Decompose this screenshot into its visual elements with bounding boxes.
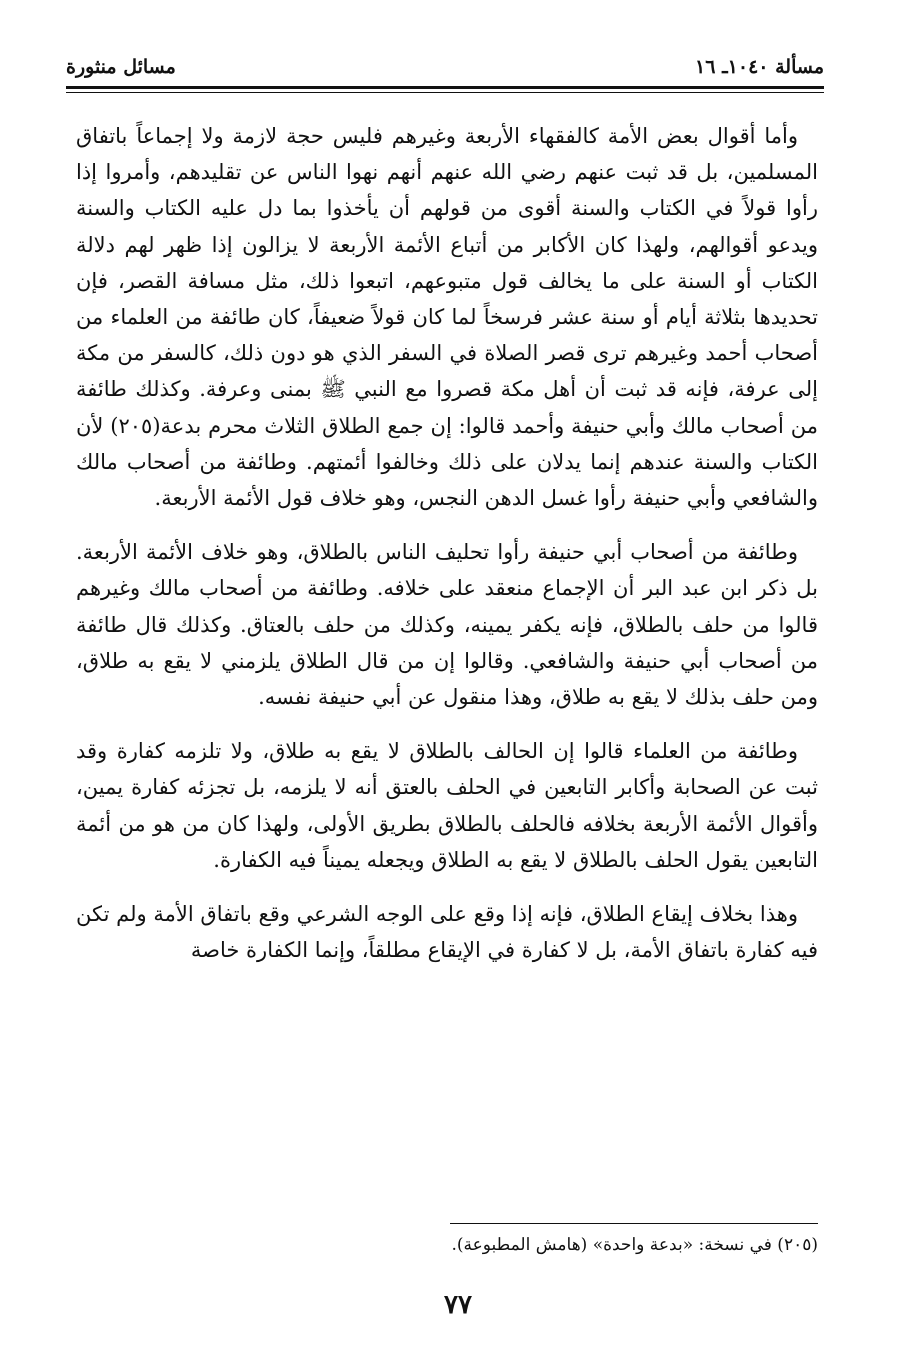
paragraph-4: وهذا بخلاف إيقاع الطلاق، فإنه إذا وقع على الوجه الشرعي وقع باتفاق الأمة ولم تكن فيه كفارة باتفاق الأمة، بل لا كفارة في الإيقاع مطلقاً، وإنما الكفارة خاصة [76,902,818,963]
paragraph-1: وأما أقوال بعض الأمة كالفقهاء الأربعة وغيرهم فليس حجة لازمة ولا إجماعاً باتفاق المسلمين، بل قد ثبت عنهم رضي الله عنهم أنهم نهوا الناس عن تقليدهم، وأمروا إذا رأوا قولاً في الكتاب والسنة أقوى من قولهم أن يأخذوا بما دل عليه الكتاب والسنة ويدعو أقوالهم، ولهذا كان الأكابر من أتباع الأئمة الأربعة لا يزالون إذا ظهر لهم دلالة الكتاب أو السنة على ما يخالف قول متبوعهم، اتبعوا ذلك، مثل مسافة القصر، فإن تحديدها بثلاثة أيام أو سنة عشر فرسخاً لما كان قولاً ضعيفاً، كان طائفة من العلماء من أصحاب أحمد وغيرهم ترى قصر الصلاة في السفر الذي هو دون ذلك، كالسفر من مكة إلى عرفة، فإنه قد ثبت أن أهل مكة قصروا مع النبي ﷺ بمنى وعرفة. وكذلك طائفة من أصحاب مالك وأبي حنيفة وأحمد قالوا: إن جمع الطلاق الثلاث محرم بدعة(٢٠٥) لأن الكتاب والسنة عندهم إنما يدلان على ذلك وخالفوا أئمتهم. وطائفة من أصحاب مالك والشافعي وأبي حنيفة رأوا غسل الدهن النجس، وهو خلاف قول الأئمة الأربعة. [76,124,818,511]
paragraph-3: وطائفة من العلماء قالوا إن الحالف بالطلاق لا يقع به طلاق، ولا تلزمه كفارة وقد ثبت عن الصحابة وأكابر التابعين في الحلف بالعتق أنه لا يلزمه، بل تجزئه كفارة يمين، وأقوال الأئمة الأربعة بخلافه فالحلف بالطلاق بطريق الأولى، ولهذا كان من هو من أئمة التابعين يقول الحلف بالطلاق لا يقع به الطلاق ويجعله يميناً فيه الكفارة. [76,739,818,872]
paragraph-2: وطائفة من أصحاب أبي حنيفة رأوا تحليف الناس بالطلاق، وهو خلاف الأئمة الأربعة. بل ذكر ابن عبد البر أن الإجماع منعقد على خلافه. وطائفة من أصحاب مالك وغيرهم قالوا من حلف بالطلاق، فإنه يكفر يمينه، وكذلك من حلف بالعتاق. وكذلك قال طائفة من أصحاب أبي حنيفة والشافعي. وقالوا إن من قال الطلاق يلزمني لا يقع به طلاق، ومن حلف بذلك لا يقع به طلاق، وهذا منقول عن أبي حنيفة نفسه. [76,540,818,710]
issue-number: مسألة ١٠٤٠ـ ١٦ [695,56,824,78]
book-title: مسائل منثورة [66,56,176,78]
header-rule-thick [66,86,824,89]
footnote-separator [450,1223,818,1224]
page-number: ٧٧ [444,1290,472,1320]
header-rule-thin [66,92,824,93]
main-text [76,118,818,986]
footnote: (٢٠٥) في نسخة: «بدعة واحدة» (هامش المطبوعة). [451,1235,818,1255]
running-header [66,50,824,88]
